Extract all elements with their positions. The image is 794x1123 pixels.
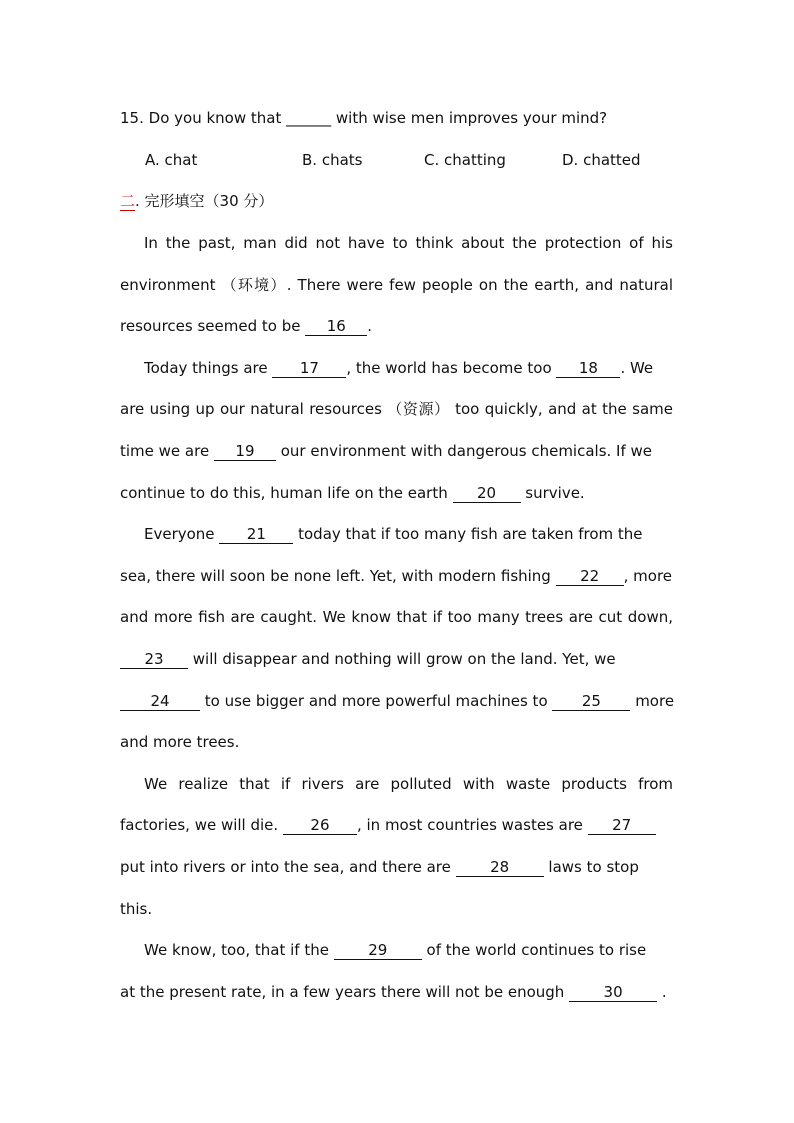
passage-line: In the past, man did not have to think about the protection of his	[144, 234, 673, 252]
passage-text: put into rivers or into the sea, and there are	[120, 858, 451, 876]
blank-19: 19	[214, 443, 276, 461]
passage-text: Today things are	[144, 359, 268, 377]
passage-text: We know, too, that if the	[144, 941, 329, 959]
passage-line: and more fish are caught. We know that if too many trees are cut down,	[120, 608, 673, 626]
passage-line: environment （环境）. There were few people on the earth, and natural	[120, 276, 673, 294]
option-b: B. chats	[302, 151, 363, 169]
blank-25: 25	[552, 693, 630, 711]
passage-line	[120, 483, 673, 503]
blank-30: 30	[569, 984, 657, 1002]
blank-26: 26	[283, 817, 357, 835]
passage-text: , in most countries wastes are	[356, 816, 583, 834]
passage-text: to use bigger and more powerful machines to	[204, 692, 548, 710]
option-a: A. chat	[145, 151, 198, 169]
passage-text: , more	[623, 567, 673, 585]
passage-text: of the world continues to rise	[426, 941, 647, 959]
passage-text: resources seemed to be	[120, 317, 301, 335]
passage-line	[120, 441, 673, 461]
blank-28: 28	[456, 859, 544, 877]
section-heading	[120, 191, 673, 211]
blank-20: 20	[453, 485, 521, 503]
passage-text: , the world has become too	[346, 359, 552, 377]
passage-text: Everyone	[144, 525, 215, 543]
passage-text: laws to stop	[548, 858, 639, 876]
passage-text: at the present rate, in a few years there will not be enough	[120, 983, 565, 1001]
passage-text: . We	[620, 359, 654, 377]
passage-text: survive.	[525, 484, 585, 502]
section-number: 二	[120, 192, 136, 210]
blank-21: 21	[219, 526, 293, 544]
passage-line	[120, 566, 673, 586]
blank-27: 27	[588, 817, 656, 835]
blank-24: 24	[120, 693, 200, 711]
passage-line	[120, 982, 673, 1002]
passage-line	[120, 857, 673, 877]
passage-line	[144, 940, 673, 960]
passage-line	[144, 358, 673, 378]
passage-line	[120, 691, 673, 711]
option-d: D. chatted	[562, 151, 641, 169]
passage-line	[120, 649, 673, 669]
question-stem-before: Do you know that	[148, 109, 282, 127]
question-15-stem	[120, 108, 673, 128]
option-c: C. chatting	[424, 151, 506, 169]
passage-text: more	[635, 692, 675, 710]
passage-text: today that if too many fish are taken from the	[298, 525, 643, 543]
passage-line: resources seemed to be 16 .	[120, 317, 373, 335]
passage-text: factories, we will die.	[120, 816, 279, 834]
question-stem-after: with wise men improves your mind?	[335, 109, 608, 127]
blank-29: 29	[334, 942, 422, 960]
passage-line: We realize that if rivers are polluted with waste products from	[144, 775, 673, 793]
blank-22: 22	[556, 568, 624, 586]
blank-23: 23	[120, 651, 188, 669]
question-number: 15.	[120, 109, 144, 127]
passage-line: this.	[120, 900, 153, 918]
blank-17: 17	[272, 360, 346, 378]
passage-text: sea, there will soon be none left. Yet, with modern fishing	[120, 567, 551, 585]
passage-text: .	[661, 983, 667, 1001]
passage-text: our environment with dangerous chemicals. If we	[280, 442, 653, 460]
passage-text: time we are	[120, 442, 210, 460]
passage-line	[144, 524, 673, 544]
blank-18: 18	[556, 360, 620, 378]
passage-line	[120, 815, 673, 835]
passage-line: are using up our natural resources （资源） too quickly, and at the same	[120, 400, 673, 418]
question-blank: ______	[286, 109, 332, 127]
passage-line: and more trees.	[120, 733, 240, 751]
passage-text: continue to do this, human life on the earth	[120, 484, 448, 502]
section-title: . 完形填空（30 分）	[135, 192, 274, 210]
passage-text: will disappear and nothing will grow on the land. Yet, we	[192, 650, 616, 668]
blank-16: 16	[305, 318, 367, 336]
